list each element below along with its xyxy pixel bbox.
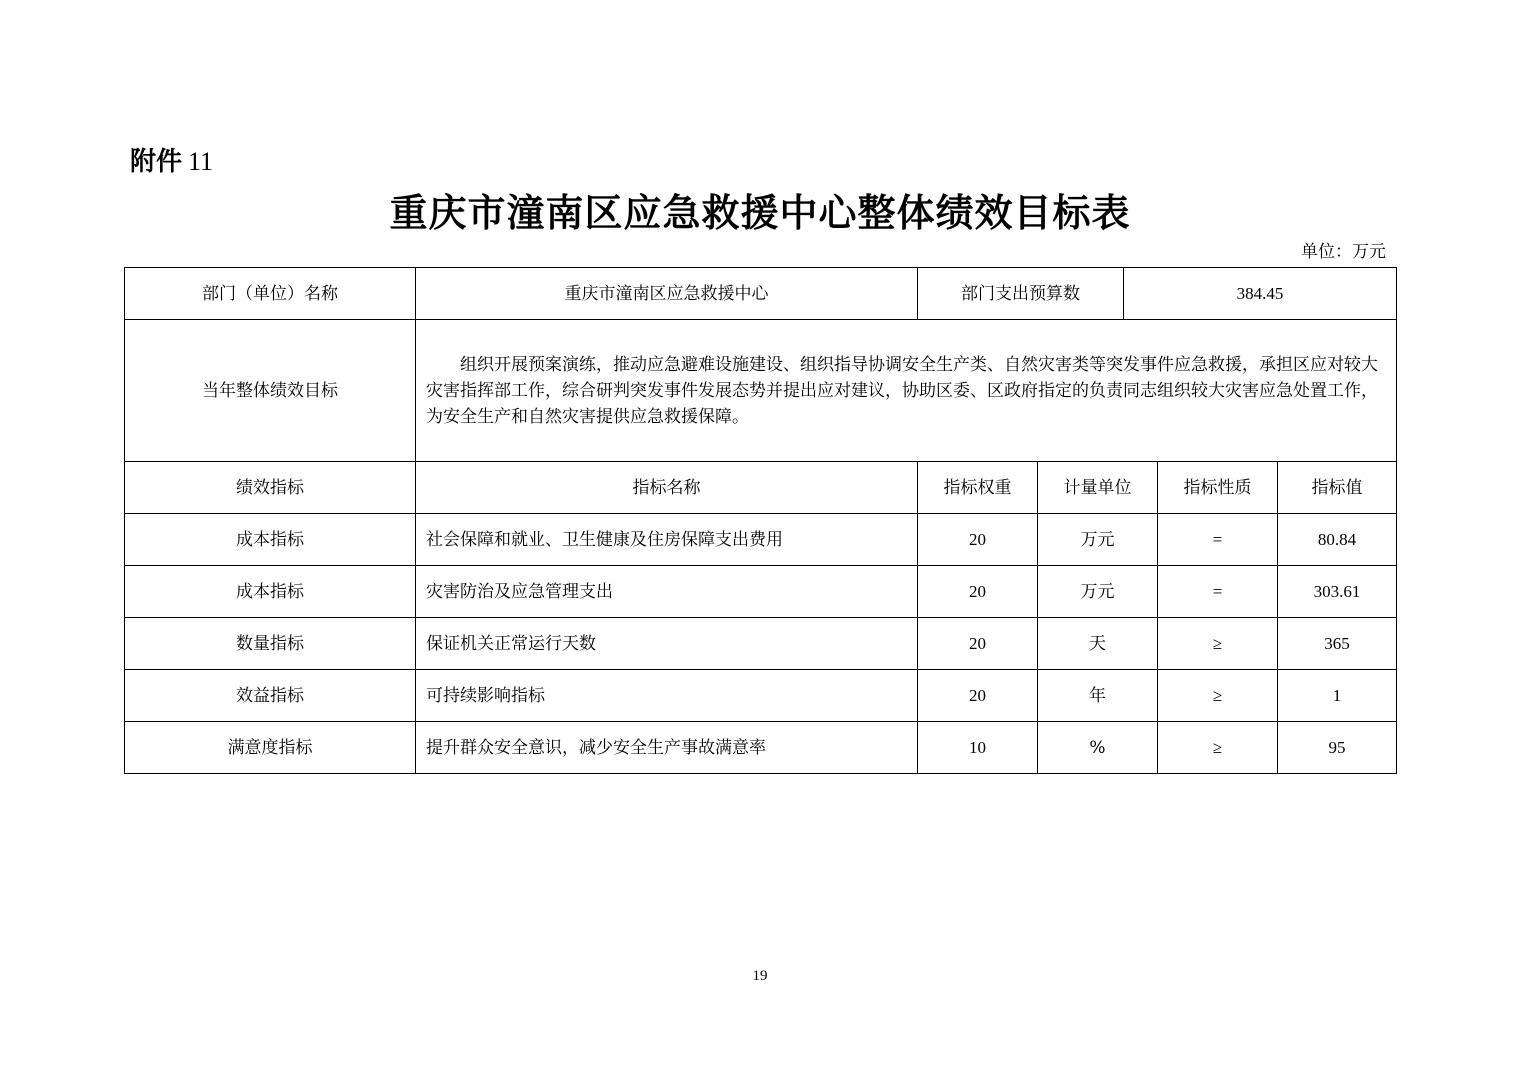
header-value: 指标值 — [1278, 462, 1397, 514]
attachment-label — [130, 145, 213, 179]
indicator-value: 80.84 — [1278, 514, 1397, 566]
attachment-word: 附件 — [130, 147, 183, 177]
indicator-category: 成本指标 — [125, 514, 416, 566]
attachment-number: 11 — [188, 147, 214, 176]
table-row — [125, 514, 1397, 566]
goal-label: 当年整体绩效目标 — [125, 320, 416, 462]
department-row — [125, 268, 1397, 320]
unit-note: 单位：万元 — [1301, 242, 1386, 262]
indicator-category: 成本指标 — [125, 566, 416, 618]
header-name: 指标名称 — [416, 462, 918, 514]
budget-label: 部门支出预算数 — [918, 268, 1124, 320]
goal-text: 组织开展预案演练，推动应急避难设施建设、组织指导协调安全生产类、自然灾害类等突发事件应急救援，承担区应对较大灾害指挥部工作，综合研判突发事件发展态势并提出应对建议，协助区委、区政府指定的负责同志组织较大灾害应急处置工作，为安全生产和自然灾害提供应急救援保障。 — [416, 320, 1397, 462]
indicator-name: 保证机关正常运行天数 — [416, 618, 918, 670]
indicator-unit: 天 — [1038, 618, 1158, 670]
indicator-weight: 20 — [918, 618, 1038, 670]
indicator-weight: 10 — [918, 722, 1038, 774]
indicator-nature: ≥ — [1158, 722, 1278, 774]
goal-row — [125, 320, 1397, 462]
performance-table — [124, 267, 1397, 774]
indicator-unit: % — [1038, 722, 1158, 774]
dept-name-label: 部门（单位）名称 — [125, 268, 416, 320]
header-unit: 计量单位 — [1038, 462, 1158, 514]
indicator-unit: 年 — [1038, 670, 1158, 722]
table-row — [125, 618, 1397, 670]
indicator-name: 灾害防治及应急管理支出 — [416, 566, 918, 618]
indicator-weight: 20 — [918, 670, 1038, 722]
indicator-nature: = — [1158, 566, 1278, 618]
document-title: 重庆市潼南区应急救援中心整体绩效目标表 — [389, 190, 1131, 235]
indicator-value: 303.61 — [1278, 566, 1397, 618]
indicator-weight: 20 — [918, 566, 1038, 618]
indicator-weight: 20 — [918, 514, 1038, 566]
indicator-nature: = — [1158, 514, 1278, 566]
indicator-unit: 万元 — [1038, 514, 1158, 566]
indicator-nature: ≥ — [1158, 618, 1278, 670]
indicator-name: 提升群众安全意识，减少安全生产事故满意率 — [416, 722, 918, 774]
indicator-value: 95 — [1278, 722, 1397, 774]
indicator-unit: 万元 — [1038, 566, 1158, 618]
dept-name-value: 重庆市潼南区应急救援中心 — [416, 268, 918, 320]
indicator-category: 满意度指标 — [125, 722, 416, 774]
indicator-category: 效益指标 — [125, 670, 416, 722]
table-row — [125, 722, 1397, 774]
page-number: 19 — [752, 968, 768, 984]
indicator-value: 1 — [1278, 670, 1397, 722]
indicator-name: 社会保障和就业、卫生健康及住房保障支出费用 — [416, 514, 918, 566]
indicator-value: 365 — [1278, 618, 1397, 670]
header-nature: 指标性质 — [1158, 462, 1278, 514]
indicator-name: 可持续影响指标 — [416, 670, 918, 722]
indicator-header-row — [125, 462, 1397, 514]
indicator-nature: ≥ — [1158, 670, 1278, 722]
header-category: 绩效指标 — [125, 462, 416, 514]
budget-value: 384.45 — [1124, 268, 1397, 320]
table-row — [125, 566, 1397, 618]
indicator-category: 数量指标 — [125, 618, 416, 670]
header-weight: 指标权重 — [918, 462, 1038, 514]
table-row — [125, 670, 1397, 722]
